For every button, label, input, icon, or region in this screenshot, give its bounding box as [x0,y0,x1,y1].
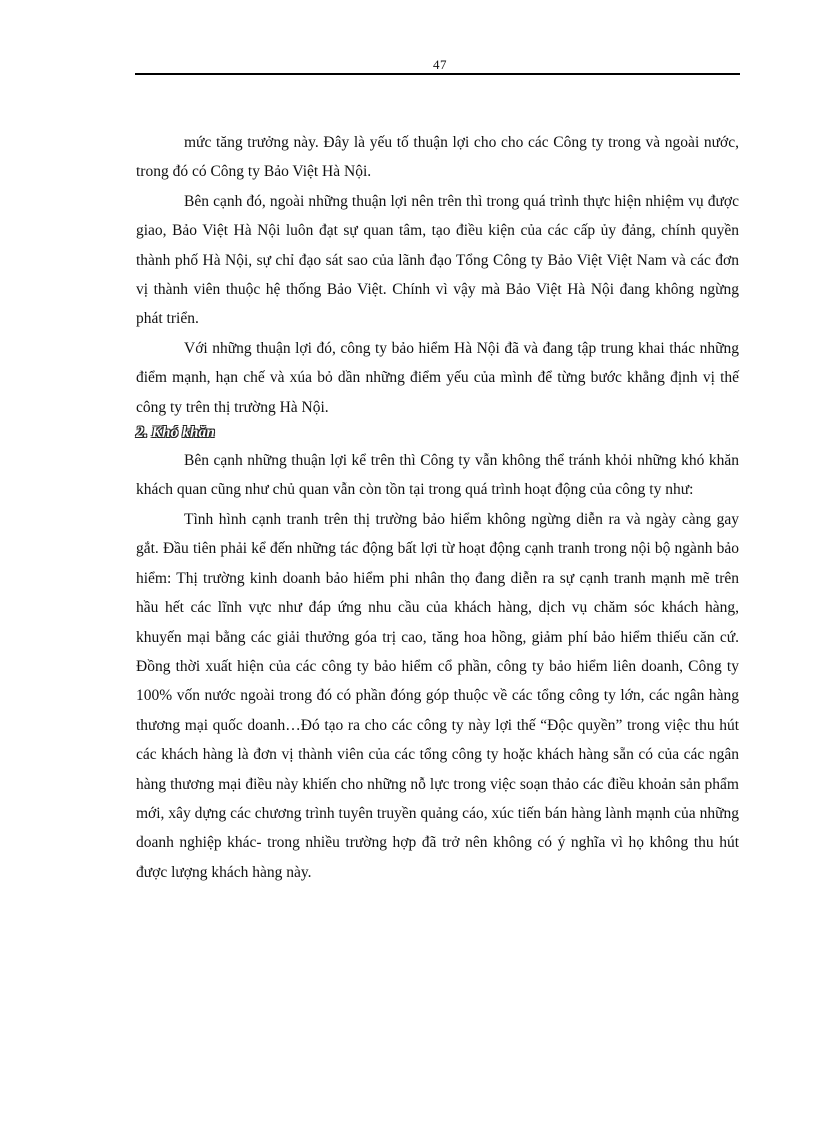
header-rule [135,73,740,75]
paragraph-difficulties-intro: Bên cạnh những thuận lợi kể trên thì Công ty vẫn không thể tránh khỏi những khó khăn khách quan cũng như chủ quan vẫn còn tồn tại trong quá trình hoạt động của công ty như: [136,452,739,499]
section-heading: 2. Khó khăn [136,424,215,442]
paragraph-competition: Tình hình cạnh tranh trên thị trường bảo hiểm không ngừng diễn ra và ngày càng gay gắt. Đầu tiên phải kể đến những tác động bất lợi từ hoạt động cạnh tranh trong nội bộ ngành bảo hiểm: Thị trường kinh doanh bảo hiểm phi nhân thọ đang diễn ra sự cạnh tranh mạnh mẽ trên hầu hết các lĩnh vực như đáp ứng nhu cầu của khách hàng, dịch vụ chăm sóc khách hàng, khuyến mại bằng các giải thưởng góa trị cao, tăng hoa hồng, giảm phí bảo hiểm thiếu căn cứ. Đồng thời xuất hiện của các công ty bảo hiểm cổ phần, công ty bảo hiểm liên doanh, Công ty 100% vốn nước ngoài trong đó có phần đóng góp thuộc về các tổng công ty lớn, các ngân hàng thương mại quốc doanh…Đó tạo ra cho các công ty này lợi thế “Độc quyền” trong việc thu hút các khách hàng là đơn vị thành viên của các tổng công ty hoặc khách hàng sẵn có của các ngân hàng thương mại điều này khiến cho những nỗ lực trong việc soạn thảo các điều khoản sản phẩm mới, xây dựng các chương trình tuyên truyền quảng cáo, xúc tiến bán hàng lành mạnh của những doanh nghiệp khác- trong nhiều trường hợp đã trở nên không có ý nghĩa vì họ không thu hút được lượng khách hàng này. [136,510,739,881]
page-number: 47 [433,57,447,72]
document-body [136,128,739,887]
paragraph-advantages: Bên cạnh đó, ngoài những thuận lợi nên trên thì trong quá trình thực hiện nhiệm vụ được giao, Bảo Việt Hà Nội luôn đạt sự quan tâm, tạo điều kiện của các cấp ủy đảng, chính quyền thành phố Hà Nội, sự chỉ đạo sát sao của lãnh đạo Tổng Công ty Bảo Việt Việt Nam và các đơn vị thành viên thuộc hệ thống Bảo Việt. Chính vì vậy mà Bảo Việt Hà Nội đang không ngừng phát triển. [136,192,739,328]
paragraph-growth: mức tăng trưởng này. Đây là yếu tố thuận lợi cho cho các Công ty trong và ngoài nước, trong đó có Công ty Bảo Việt Hà Nội. [136,134,739,181]
paragraph-strengths: Với những thuận lợi đó, công ty bảo hiểm Hà Nội đã và đang tập trung khai thác những điểm mạnh, hạn chế và xúa bỏ dần những điểm yếu của mình để từng bước khẳng định vị thế công ty trên thị trường Hà Nội. [136,339,739,416]
